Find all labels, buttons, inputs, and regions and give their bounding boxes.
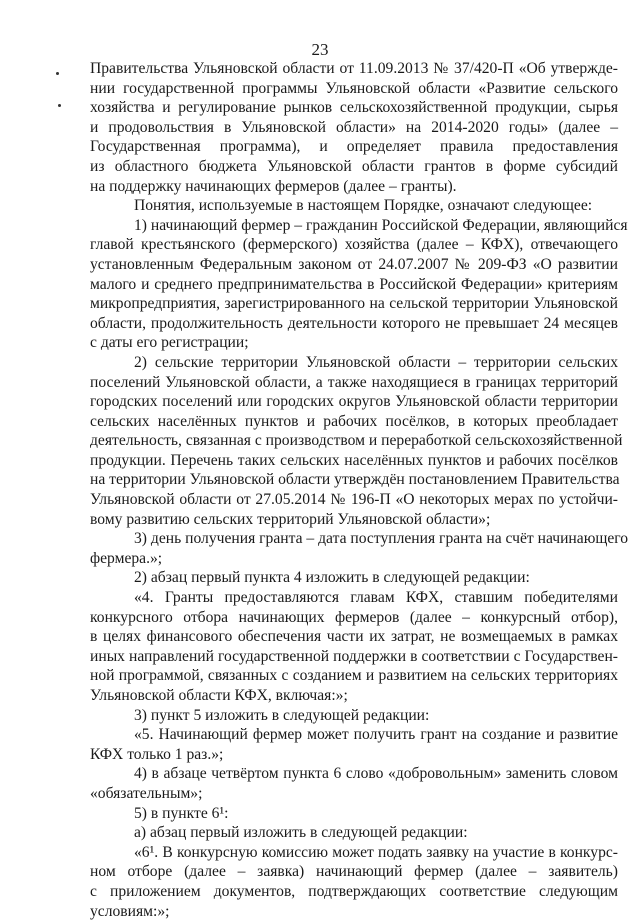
text-line: из областного бюджета Ульяновской области грантов в форме субсидий (90, 157, 618, 175)
scan-speck (56, 72, 59, 75)
text-line: 4) в абзаце четвёртом пункта 6 слово «добровольным» заменить словом (134, 765, 618, 783)
text-line: поселений Ульяновской области, а также находящиеся в границах территорий (90, 373, 618, 391)
text-line: деятельность, связанная с производством и переработкой сельскохозяйственной (90, 432, 623, 450)
text-line: с приложением документов, подтверждающих соответствие следующим (90, 882, 618, 900)
text-line: КФХ только 1 раз.»; (90, 745, 224, 763)
text-line: условиям:»; (90, 902, 170, 920)
text-line: иных направлений государственной поддержки в соответствии с Государствен- (90, 647, 618, 665)
text-line: 1) начинающий фермер – гражданин Российской Федерации, являющийся (134, 216, 628, 234)
text-line: с даты его регистрации; (90, 334, 249, 352)
text-line: на территории Ульяновской области утверждён постановлением Правительства (90, 471, 620, 489)
text-line: городских поселений или городских округов Ульяновской области территории (90, 393, 618, 411)
text-line: в целях финансового обеспечения части их затрат, не возмещаемых в рамках (90, 628, 618, 646)
text-line: «4. Гранты предоставляются главам КФХ, ставшим победителями (134, 589, 618, 607)
text-line: на поддержку начинающих фермеров (далее – гранты). (90, 177, 457, 195)
text-line: микропредприятия, зарегистрированного на сельской территории Ульяновской (90, 295, 618, 313)
text-line: фермера.»; (90, 549, 163, 567)
text-line: 2) абзац первый пункта 4 изложить в следующей редакции: (134, 569, 530, 587)
text-line: 5) в пункте 6¹: (134, 804, 229, 822)
text-line: а) абзац первый изложить в следующей редакции: (134, 824, 468, 842)
text-line: малого и среднего предпринимательства в Российской Федерации» критериям (90, 275, 618, 293)
text-line: ной программой, связанных с созданием и развитием на сельских территориях (90, 667, 618, 685)
text-line: ном отборе (далее – заявка) начинающий фермер (далее – заявитель) (90, 863, 618, 881)
text-line: 2) сельские территории Ульяновской области – территории сельских (134, 353, 618, 371)
document-body (90, 59, 629, 921)
text-line: хозяйства и регулирование рынков сельскохозяйственной продукции, сырья (90, 99, 618, 117)
text-line: конкурсного отбора начинающих фермеров (далее – конкурсный отбор), (90, 608, 618, 626)
text-line: «обязательным»; (90, 784, 203, 802)
text-line: области, продолжительность деятельности которого не превышает 24 месяцев (90, 314, 618, 332)
text-line: Понятия, используемые в настоящем Порядке, означают следующее: (134, 197, 593, 215)
text-line: Государственная программа), и определяет правила предоставления (90, 138, 618, 156)
text-line: вому развитию сельских территорий Ульяновской области»; (90, 510, 491, 528)
page-number: 23 (311, 40, 329, 59)
text-line: сельских населённых пунктов и рабочих посёлков, в которых преобладает (90, 412, 618, 430)
text-line: установленным Федеральным законом от 24.07.2007 № 209-ФЗ «О развитии (90, 255, 618, 273)
text-line: Ульяновской области КФХ, включая:»; (90, 687, 348, 704)
text-line: 3) день получения гранта – дата поступления гранта на счёт начинающего (134, 530, 629, 548)
text-line: нии государственной программы Ульяновской области «Развитие сельского (90, 79, 618, 97)
text-line: главой крестьянского (фермерского) хозяйства (далее – КФХ), отвечающего (90, 236, 618, 254)
text-line: Ульяновской области от 27.05.2014 № 196-П «О некоторых мерах по устойчи- (90, 491, 618, 509)
text-line: «5. Начинающий фермер может получить грант на создание и развитие (134, 726, 618, 744)
text-line: Правительства Ульяновской области от 11.09.2013 № 37/420-П «Об утвержде- (90, 60, 618, 77)
text-line: продукции. Перечень таких сельских населённых пунктов и рабочих посёлков (90, 451, 618, 469)
text-line: и продовольствия в Ульяновской области» на 2014-2020 годы» (далее – (90, 118, 618, 136)
scan-speck (58, 104, 61, 107)
text-line: 3) пункт 5 изложить в следующей редакции: (134, 706, 430, 724)
text-line: «6¹. В конкурсную комиссию может подать заявку на участие в конкурс- (134, 843, 618, 861)
